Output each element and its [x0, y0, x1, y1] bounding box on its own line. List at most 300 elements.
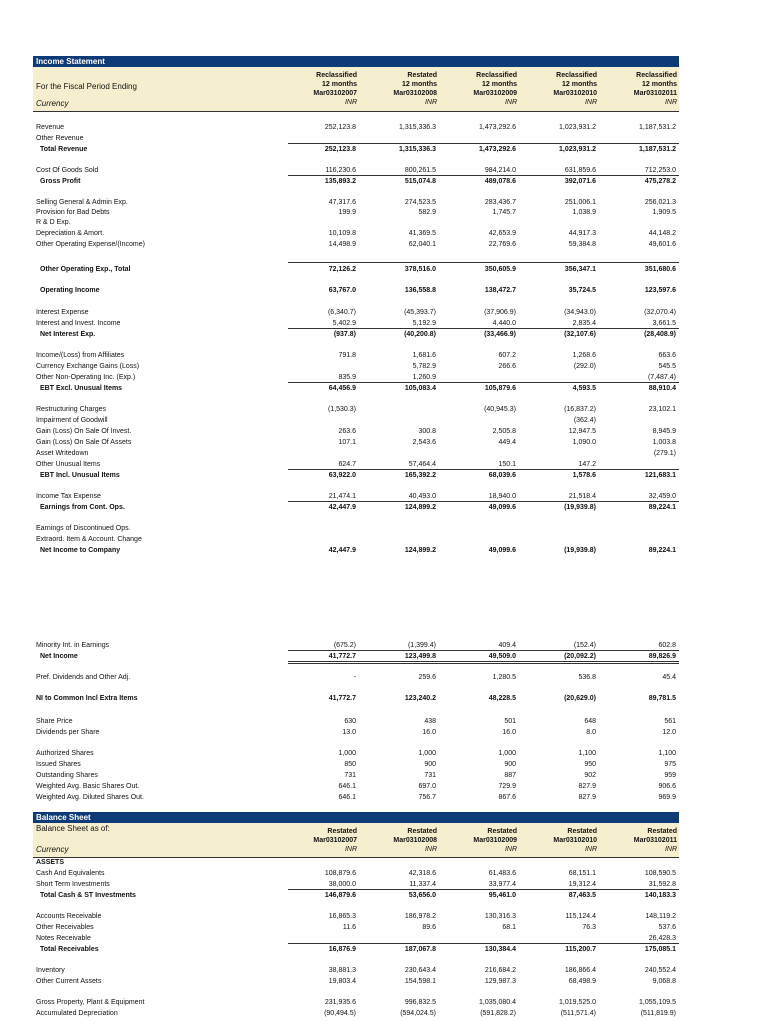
table-row [0, 438, 768, 448]
cell-value: 902 [584, 772, 596, 779]
row-label: Interest Expense [36, 309, 89, 316]
row-label: Short Term Investments [36, 881, 110, 888]
row-label: Cost Of Goods Sold [36, 167, 99, 174]
cell-value: 89,224.1 [648, 547, 676, 554]
cell-value: (32,107.6) [564, 331, 596, 338]
table-row [0, 123, 768, 133]
cell-value: 1,019,525.0 [559, 999, 596, 1006]
cell-value: 88,910.4 [648, 385, 676, 392]
row-label: Inventory [36, 967, 65, 974]
row-label: Provision for Bad Debts [36, 209, 110, 216]
table-row [0, 449, 768, 459]
column-unit: INR [504, 99, 517, 106]
cell-value: 731 [344, 772, 356, 779]
balance-column-header [457, 827, 517, 854]
cell-value: 887 [504, 772, 516, 779]
cell-value: 49,509.0 [488, 653, 516, 660]
cell-value: 154,598.1 [404, 978, 436, 985]
table-row [0, 998, 768, 1008]
total-rule [288, 661, 679, 662]
table-row [0, 923, 768, 933]
cell-value: 26,428.3 [648, 935, 676, 942]
column-header-line: 12 months [481, 81, 517, 88]
column-unit: INR [664, 99, 677, 106]
column-header-line: 12 months [321, 81, 357, 88]
table-row [0, 524, 768, 534]
cell-value: 240,552.4 [644, 967, 676, 974]
cell-value: 72,126.2 [328, 266, 356, 273]
table-row [0, 229, 768, 239]
cell-value: 32,459.0 [648, 493, 676, 500]
row-label: Accumulated Depreciation [36, 1010, 118, 1017]
cell-value: (1,530.3) [327, 406, 356, 413]
table-row [0, 351, 768, 361]
cell-value: 1,473,292.6 [479, 146, 516, 153]
cell-value: 827.9 [578, 794, 596, 801]
cell-value: (40,200.8) [404, 331, 436, 338]
table-row [0, 208, 768, 218]
income-column-header [377, 71, 437, 107]
cell-value: 975 [664, 761, 676, 768]
cell-value: 115,200.7 [565, 946, 596, 953]
column-header-line: Mar03102011 [633, 90, 677, 97]
cell-value: (591,828.2) [480, 1010, 516, 1017]
cell-value: 89,826.9 [648, 653, 676, 660]
cell-value: 230,643.4 [404, 967, 436, 974]
cell-value: 607.2 [498, 352, 516, 359]
cell-value: 186,978.2 [404, 913, 436, 920]
cell-value: 1,023,931.2 [559, 124, 596, 131]
cell-value: 1,260.9 [412, 374, 436, 381]
cell-value: 712,253.0 [644, 167, 676, 174]
column-header-line: Restated [567, 828, 597, 835]
income-period-label: For the Fiscal Period Ending [36, 82, 137, 91]
column-unit: INR [344, 846, 357, 853]
cell-value: 1,023,931.2 [559, 146, 596, 153]
cell-value: 136,558.8 [404, 287, 436, 294]
table-row [0, 427, 768, 437]
table-row [0, 891, 768, 901]
table-row [0, 793, 768, 803]
column-header-line: Mar03102008 [393, 90, 437, 97]
cell-value: 11.6 [342, 924, 356, 931]
row-label: Total Cash & ST Investments [40, 892, 136, 899]
table-row [0, 869, 768, 879]
row-label: Depreciation & Amort. [36, 230, 105, 237]
table-row [0, 966, 768, 976]
cell-value: 44,917.3 [568, 230, 596, 237]
cell-value: 259.6 [418, 674, 436, 681]
cell-value: 186,866.4 [564, 967, 596, 974]
row-label: Selling General & Admin Exp. [36, 199, 128, 206]
cell-value: 21,518.4 [568, 493, 596, 500]
cell-value: 351,680.6 [644, 266, 676, 273]
cell-value: 64,456.9 [328, 385, 356, 392]
cell-value: 1,000 [338, 750, 356, 757]
cell-value: 68,039.6 [488, 472, 516, 479]
balance-column-header [537, 827, 597, 854]
balance-column-header [617, 827, 677, 854]
table-row [0, 546, 768, 556]
row-label: Outstanding Shares [36, 772, 98, 779]
income-column-header [617, 71, 677, 107]
column-unit: INR [344, 99, 357, 106]
cell-value: 16,865.3 [328, 913, 356, 920]
cell-value: 392,071.6 [564, 178, 596, 185]
cell-value: 130,384.4 [484, 946, 516, 953]
table-row [0, 1009, 768, 1019]
table-row [0, 286, 768, 296]
table-row [0, 218, 768, 228]
cell-value: 129,987.3 [484, 978, 516, 985]
cell-value: 906.6 [658, 783, 676, 790]
cell-value: 16.0 [422, 729, 436, 736]
total-rule [288, 175, 679, 176]
income-section-title: Income Statement [33, 56, 679, 67]
table-row [0, 416, 768, 426]
row-label: Operating Income [40, 287, 100, 294]
cell-value: (45,393.7) [404, 309, 436, 316]
cell-value: 5,402.9 [332, 320, 356, 327]
cell-value: (16,837.2) [564, 406, 596, 413]
cell-value: 274,523.5 [404, 199, 436, 206]
cell-value: 124,899.2 [404, 504, 436, 511]
row-label: EBT Excl. Unusual Items [40, 385, 123, 392]
row-label: Other Non-Operating Inc. (Exp.) [36, 374, 136, 381]
cell-value: 41,772.7 [328, 653, 356, 660]
income-column-header [457, 71, 517, 107]
cell-value: 146,879.6 [324, 892, 356, 899]
cell-value: 489,078.6 [484, 178, 516, 185]
cell-value: 867.6 [498, 794, 516, 801]
cell-value: 646.1 [338, 783, 356, 790]
cell-value: (19,939.8) [564, 547, 596, 554]
cell-value: 1,268.6 [572, 352, 596, 359]
income-column-header [297, 71, 357, 107]
column-header-line: Reclassified [636, 72, 677, 79]
cell-value: 108,590.5 [644, 870, 676, 877]
cell-value: (279.1) [653, 450, 676, 457]
cell-value: 68,498.9 [568, 978, 596, 985]
cell-value: 409.4 [498, 642, 516, 649]
column-unit: INR [584, 846, 597, 853]
column-header-line: Restated [407, 72, 437, 79]
cell-value: 49,099.6 [488, 547, 516, 554]
cell-value: 11,337.4 [409, 881, 436, 888]
cell-value: 984,214.0 [484, 167, 516, 174]
cell-value: (20,092.2) [564, 653, 596, 660]
cell-value: (37,906.9) [484, 309, 516, 316]
row-label: Minority Int. in Earnings [36, 642, 110, 649]
cell-value: 1,280.5 [492, 674, 516, 681]
row-label: Weighted Avg. Diluted Shares Out. [36, 794, 144, 801]
cell-value: 63,767.0 [328, 287, 356, 294]
cell-value: 4,440.0 [492, 320, 516, 327]
column-unit: INR [424, 846, 437, 853]
cell-value: 216,684.2 [484, 967, 516, 974]
cell-value: 1,681.6 [412, 352, 436, 359]
cell-value: 45.4 [662, 674, 676, 681]
row-label: Issued Shares [36, 761, 81, 768]
cell-value: 33,977.4 [488, 881, 516, 888]
column-header-line: Mar03102009 [473, 837, 517, 844]
row-label: Other Operating Expense/(Income) [36, 241, 145, 248]
column-unit: INR [584, 99, 597, 106]
cell-value: (90,494.5) [324, 1010, 356, 1017]
balance-section-title: Balance Sheet [33, 812, 679, 823]
cell-value: 631,859.6 [564, 167, 596, 174]
row-label: Interest and Invest. Income [36, 320, 121, 327]
cell-value: (594,024.5) [400, 1010, 436, 1017]
cell-value: 959 [664, 772, 676, 779]
table-row [0, 198, 768, 208]
total-rule [288, 262, 679, 263]
cell-value: (32,070.4) [644, 309, 676, 316]
cell-value: 1,187,531.2 [639, 124, 676, 131]
cell-value: (292.0) [573, 363, 596, 370]
cell-value: (28,408.9) [644, 331, 676, 338]
row-label: Restructuring Charges [36, 406, 107, 413]
cell-value: 252,123.8 [324, 124, 356, 131]
total-rule [288, 143, 679, 144]
row-label: Total Revenue [40, 146, 88, 153]
total-rule [288, 469, 679, 470]
cell-value: 19,803.4 [328, 978, 356, 985]
row-label: Asset Writedown [36, 450, 89, 457]
column-unit: INR [504, 846, 517, 853]
cell-value: 21,474.1 [328, 493, 356, 500]
table-row [0, 782, 768, 792]
table-row [0, 405, 768, 415]
row-label: Dividends per Share [36, 729, 100, 736]
cell-value: 89.6 [422, 924, 436, 931]
cell-value: - [353, 674, 356, 681]
cell-value: 16.0 [502, 729, 516, 736]
cell-value: 835.9 [338, 374, 356, 381]
column-header-line: 12 months [561, 81, 597, 88]
cell-value: 624.7 [338, 461, 356, 468]
row-label: Earnings of Discontinued Ops. [36, 525, 131, 532]
row-label: Revenue [36, 124, 65, 131]
cell-value: 35,724.5 [568, 287, 596, 294]
cell-value: 1,000 [418, 750, 436, 757]
cell-value: 115,124.4 [565, 913, 596, 920]
cell-value: (20,629.0) [564, 695, 596, 702]
income-header-rule [33, 111, 679, 112]
cell-value: 697.0 [418, 783, 436, 790]
cell-value: 41,369.5 [408, 230, 436, 237]
row-label: Share Price [36, 718, 73, 725]
cell-value: 140,183.3 [644, 892, 676, 899]
cell-value: 187,067.8 [404, 946, 436, 953]
cell-value: 731 [424, 772, 436, 779]
cell-value: 42,653.9 [488, 230, 516, 237]
total-rule [288, 943, 679, 944]
cell-value: 68.1 [502, 924, 516, 931]
cell-value: 8,945.9 [652, 428, 676, 435]
cell-value: 10,109.8 [328, 230, 356, 237]
cell-value: 900 [424, 761, 436, 768]
cell-value: 5,192.9 [412, 320, 436, 327]
cell-value: 1,745.7 [492, 209, 516, 216]
cell-value: 165,392.2 [404, 472, 436, 479]
cell-value: 57,464.4 [408, 461, 436, 468]
cell-value: 602.8 [658, 642, 676, 649]
cell-value: 14,498.9 [328, 241, 356, 248]
cell-value: 38,000.0 [328, 881, 356, 888]
table-row [0, 912, 768, 922]
cell-value: 663.6 [658, 352, 676, 359]
cell-value: 68,151.1 [568, 870, 596, 877]
table-row [0, 694, 768, 704]
row-label: Extraord. Item & Account. Change [36, 536, 142, 543]
cell-value: 791.8 [338, 352, 356, 359]
cell-value: 19,312.4 [568, 881, 596, 888]
cell-value: 123,597.6 [644, 287, 676, 294]
cell-value: 950 [584, 761, 596, 768]
cell-value: 800,261.5 [404, 167, 436, 174]
row-label: Cash And Equivalents [36, 870, 105, 877]
cell-value: 123,240.2 [404, 695, 436, 702]
cell-value: (511,571.4) [560, 1010, 596, 1017]
table-row [0, 771, 768, 781]
cell-value: 1,038.9 [572, 209, 596, 216]
cell-value: 356,347.1 [564, 266, 596, 273]
column-header-line: Mar03102010 [553, 90, 597, 97]
cell-value: 23,102.1 [648, 406, 676, 413]
row-label: Accounts Receivable [36, 913, 102, 920]
cell-value: 850 [344, 761, 356, 768]
cell-value: (511,819.9) [640, 1010, 676, 1017]
cell-value: 87,463.5 [568, 892, 596, 899]
cell-value: 475,278.2 [644, 178, 676, 185]
cell-value: (7,487.4) [647, 374, 676, 381]
cell-value: 76.3 [582, 924, 596, 931]
row-label: Other Operating Exp., Total [40, 266, 131, 273]
cell-value: 38,881.3 [328, 967, 356, 974]
total-rule [288, 328, 679, 329]
column-header-line: Mar03102010 [553, 837, 597, 844]
column-header-line: 12 months [401, 81, 437, 88]
table-row [0, 945, 768, 955]
row-label: Gross Property, Plant & Equipment [36, 999, 145, 1006]
row-label: Gross Profit [40, 178, 81, 185]
cell-value: 148,119.2 [645, 913, 676, 920]
total-rule [288, 889, 679, 890]
column-header-line: Reclassified [556, 72, 597, 79]
cell-value: 62,040.1 [408, 241, 436, 248]
column-header-line: Mar03102007 [313, 90, 357, 97]
cell-value: 1,909.5 [652, 209, 676, 216]
column-header-line: Restated [487, 828, 517, 835]
cell-value: 147.2 [578, 461, 596, 468]
column-header-line: Mar03102011 [633, 837, 677, 844]
row-label: Net Income to Company [40, 547, 121, 554]
cell-value: 89,224.1 [648, 504, 676, 511]
cell-value: 121,683.1 [644, 472, 676, 479]
row-label: Net Income [40, 653, 78, 660]
table-row [0, 384, 768, 394]
cell-value: 300.8 [418, 428, 436, 435]
total-rule [288, 501, 679, 502]
cell-value: 1,315,336.3 [399, 124, 436, 131]
cell-value: 1,035,080.4 [479, 999, 516, 1006]
table-row [0, 858, 768, 868]
column-header-line: Restated [327, 828, 357, 835]
cell-value: 350,605.9 [484, 266, 516, 273]
table-row [0, 749, 768, 759]
cell-value: 4,593.5 [572, 385, 596, 392]
cell-value: 31,592.8 [648, 881, 676, 888]
cell-value: 266.6 [498, 363, 516, 370]
cell-value: (937.8) [333, 331, 356, 338]
cell-value: 123,499.8 [404, 653, 436, 660]
cell-value: 545.5 [658, 363, 676, 370]
table-row [0, 240, 768, 250]
cell-value: 536.8 [578, 674, 596, 681]
cell-value: 827.9 [578, 783, 596, 790]
column-header-line: 12 months [641, 81, 677, 88]
cell-value: (675.2) [333, 642, 356, 649]
table-row [0, 145, 768, 155]
cell-value: 1,473,292.6 [479, 124, 516, 131]
row-label: Weighted Avg. Basic Shares Out. [36, 783, 140, 790]
cell-value: 49,601.6 [648, 241, 676, 248]
cell-value: 263.6 [338, 428, 356, 435]
cell-value: 501 [504, 718, 516, 725]
row-label: Income/(Loss) from Affiliates [36, 352, 125, 359]
cell-value: 231,935.6 [324, 999, 356, 1006]
row-label: Gain (Loss) On Sale Of Invest. [36, 428, 132, 435]
total-rule [288, 663, 679, 664]
balance-column-header [297, 827, 357, 854]
cell-value: (1,399.4) [407, 642, 436, 649]
cell-value: 59,384.8 [568, 241, 596, 248]
cell-value: 63,922.0 [328, 472, 356, 479]
cell-value: 251,006.1 [564, 199, 596, 206]
cell-value: 47,317.6 [328, 199, 356, 206]
column-header-line: Reclassified [316, 72, 357, 79]
cell-value: 150.1 [498, 461, 516, 468]
cell-value: (40,945.3) [484, 406, 516, 413]
cell-value: 283,436.7 [484, 199, 516, 206]
cell-value: 138,472.7 [484, 287, 516, 294]
cell-value: 756.7 [418, 794, 436, 801]
cell-value: (6,340.7) [327, 309, 356, 316]
cell-value: 582.9 [418, 209, 436, 216]
row-label: Authorized Shares [36, 750, 94, 757]
cell-value: 41,772.7 [328, 695, 356, 702]
cell-value: 2,835.4 [572, 320, 596, 327]
column-header-line: Mar03102008 [393, 837, 437, 844]
row-label: Earnings from Cont. Ops. [40, 504, 125, 511]
row-label: Pref. Dividends and Other Adj. [36, 674, 131, 681]
cell-value: 5,782.9 [412, 363, 436, 370]
cell-value: 996,832.5 [404, 999, 436, 1006]
cell-value: 515,074.8 [404, 178, 436, 185]
cell-value: 53,656.0 [408, 892, 436, 899]
row-label: Currency Exchange Gains (Loss) [36, 363, 140, 370]
cell-value: 42,318.6 [408, 870, 436, 877]
column-header-line: Reclassified [476, 72, 517, 79]
cell-value: 438 [424, 718, 436, 725]
row-label: Impairment of Goodwill [36, 417, 108, 424]
table-row [0, 977, 768, 987]
table-row [0, 728, 768, 738]
cell-value: 9,068.8 [652, 978, 676, 985]
cell-value: 252,123.8 [324, 146, 356, 153]
table-row [0, 177, 768, 187]
